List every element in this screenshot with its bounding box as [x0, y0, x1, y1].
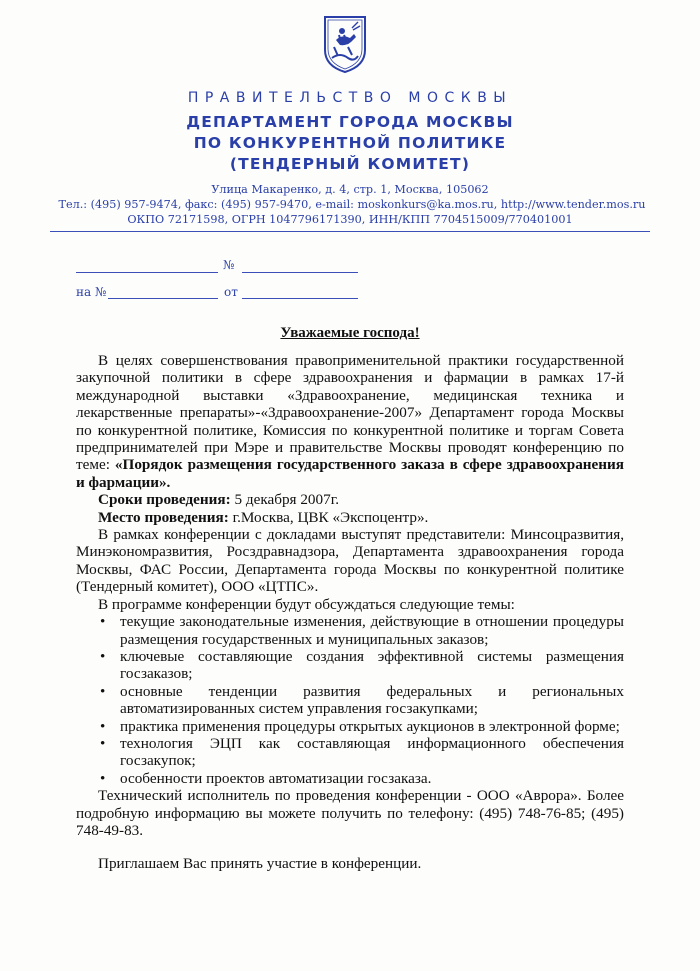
bullet-icon: • — [100, 769, 106, 787]
list-item: • технология ЭЦП как составляющая информационного обеспечения госзакупок; — [100, 734, 624, 770]
department-name-line-1: ДЕПАРТАМЕНТ ГОРОДА МОСКВЫ — [186, 113, 514, 131]
list-item: • основные тенденции развития федеральных и региональных автоматизированных систем управления госзакупками; — [100, 682, 624, 718]
bullet-icon: • — [100, 647, 106, 665]
outgoing-number-label: № — [223, 258, 235, 272]
bullet-icon: • — [100, 734, 106, 752]
government-title: ПРАВИТЕЛЬСТВО МОСКВЫ — [187, 90, 513, 106]
place-row — [76, 509, 624, 526]
bullet-icon: • — [100, 613, 106, 631]
outgoing-number-blank — [242, 272, 358, 273]
conference-topic: «Порядок размещения государственного заказа в сфере здравоохранения и фармации». — [76, 456, 625, 491]
bullet-icon: • — [100, 717, 106, 735]
department-codes: ОКПО 72171598, ОГРН 1047796171390, ИНН/КПП 7704515009/770401001 — [127, 213, 573, 226]
place-value: г.Москва, ЦВК «Экспоцентр». — [228, 508, 429, 526]
list-item: • текущие законодательные изменения, действующие в отношении процедуры размещения государственных и муниципальных заказов; — [100, 613, 624, 648]
reference-number-label: на № — [76, 285, 107, 299]
topics-list — [76, 613, 624, 787]
invitation-paragraph: Приглашаем Вас принять участие в конференции. — [98, 855, 422, 873]
list-item: • ключевые составляющие создания эффективной системы размещения госзаказов; — [100, 647, 624, 683]
executor-paragraph: Технический исполнитель по проведения конференции - ООО «Аврора». Более подробную информацию вы можете получить по телефону: (495) 748-76-85; (495) 748-49-83. — [76, 787, 624, 839]
reference-date-label: от — [224, 285, 238, 299]
department-name-line-3: (ТЕНДЕРНЫЙ КОМИТЕТ) — [229, 155, 471, 173]
dates-label: Сроки проведения: — [98, 491, 231, 509]
list-item: • практика применения процедуры открытых аукционов в электронной форме; — [100, 717, 620, 735]
dates-value: 5 декабря 2007г. — [230, 491, 340, 509]
intro-paragraph — [76, 352, 624, 491]
speakers-paragraph: В рамках конференции с докладами выступят представители: Минсоцразвития, Минэкономразвития, Росздравнадзора, Департамента здравоохранения города Москвы, ФАС России, Департамента города Москвы по конкурентной политике (Тендерный комитет), ООО «ЦТПС». — [76, 526, 624, 596]
department-contacts: Тел.: (495) 957-9474, факс: (495) 957-9470, e-mail: moskonkurs@ka.mos.ru, http://www.tender.mos.ru — [58, 198, 646, 211]
reference-date-blank — [242, 298, 358, 299]
intro-text: В целях совершенствования правоприменительной практики государственной закупочной политики в сфере здравоохранения и фармации в рамках 17-й международной выставки «Здравоохранение, медицинская техника и лекарственные препараты»-«Здравоохранение-2007» Департамент города Москвы по конкурентной политике, Комиссия по конкурентной политике и торгам Совета предпринимателей при Мэре и правительстве Москвы проводят конференцию по теме: — [76, 352, 624, 474]
moscow-coat-of-arms-icon — [322, 14, 368, 74]
reference-number-blank — [108, 298, 218, 299]
letter-greeting: Уважаемые господа! — [280, 325, 420, 341]
outgoing-date-blank — [76, 272, 218, 273]
place-label: Место проведения: — [98, 508, 229, 526]
dates-row — [76, 491, 624, 508]
topics-intro: В программе конференции будут обсуждаться следующие темы: — [98, 595, 515, 613]
list-item: • особенности проектов автоматизации госзаказа. — [100, 769, 432, 787]
department-address: Улица Макаренко, д. 4, стр. 1, Москва, 105062 — [211, 183, 489, 196]
bullet-icon: • — [100, 682, 106, 700]
header-divider — [50, 231, 650, 232]
department-name-line-2: ПО КОНКУРЕНТНОЙ ПОЛИТИКЕ — [193, 134, 507, 152]
letter-body — [76, 352, 624, 873]
